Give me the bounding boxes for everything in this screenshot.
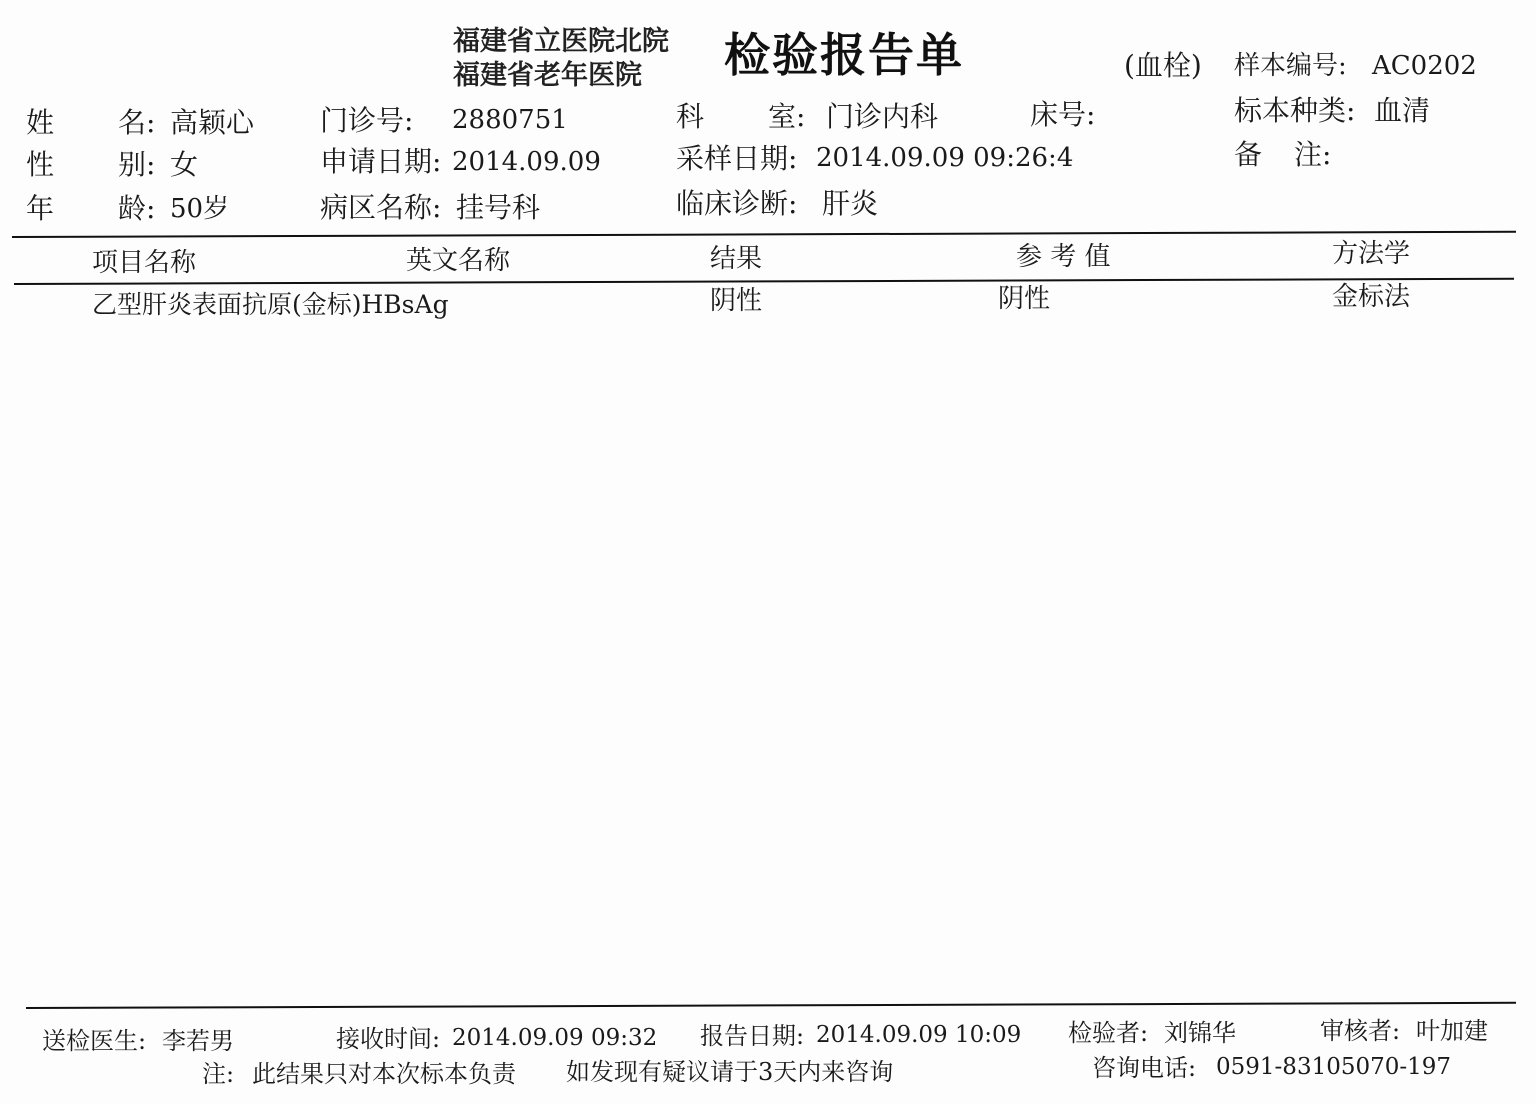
reviewer-label: 审核者: <box>1320 1017 1401 1045</box>
tester-label: 检验者: <box>1068 1019 1149 1047</box>
clinic-number-label: 门诊号: <box>320 104 414 137</box>
department-label-char1: 科 <box>676 100 705 133</box>
column-header-result: 结果 <box>710 244 763 274</box>
sex-label-char2: 别: <box>118 148 156 181</box>
sample-date-value: 2014.09.09 09:26:4 <box>816 143 1074 173</box>
clinic-number-value: 2880751 <box>452 105 568 135</box>
note-inquiry: 如发现有疑议请于3天内来咨询 <box>566 1058 894 1086</box>
note-label: 注: <box>202 1060 235 1088</box>
phone-label: 咨询电话: <box>1092 1054 1197 1082</box>
tester-value: 刘锦华 <box>1164 1019 1236 1047</box>
note-responsibility: 此结果只对本次标本负责 <box>252 1060 516 1088</box>
report-date-value: 2014.09.09 10:09 <box>816 1022 1022 1048</box>
age-label-char2: 龄: <box>118 192 156 225</box>
column-header-method: 方法学 <box>1332 239 1411 269</box>
hospital-name-line2: 福建省老年医院 <box>453 60 642 91</box>
report-title: 检验报告单 <box>724 28 964 82</box>
test-result: 阴性 <box>710 286 763 316</box>
doctor-label: 送检医生: <box>42 1027 147 1055</box>
report-category: (血栓) <box>1124 49 1202 82</box>
department-label-char2: 室: <box>768 100 806 133</box>
phone-value: 0591-83105070-197 <box>1216 1054 1452 1080</box>
received-time-label: 接收时间: <box>336 1025 441 1053</box>
hospital-name-line1: 福建省立医院北院 <box>453 26 669 57</box>
diagnosis-label: 临床诊断: <box>676 187 798 220</box>
report-date-label: 报告日期: <box>700 1022 805 1050</box>
patient-age: 50岁 <box>170 194 230 224</box>
table-header-rule <box>14 278 1514 285</box>
name-label-char2: 名: <box>118 106 156 139</box>
ward-value: 挂号科 <box>456 191 541 224</box>
age-label-char1: 年 <box>26 192 55 225</box>
bed-number-label: 床号: <box>1030 98 1096 131</box>
patient-sex: 女 <box>170 148 199 181</box>
patient-name: 高颖心 <box>170 106 255 139</box>
remark-label-char1: 备 <box>1234 138 1263 171</box>
received-time-value: 2014.09.09 09:32 <box>452 1025 658 1051</box>
test-item-name: 乙型肝炎表面抗原(金标)HBsAg <box>92 290 449 319</box>
diagnosis-value: 肝炎 <box>822 187 879 220</box>
remark-label-char2: 注: <box>1294 138 1332 171</box>
test-reference-value: 阴性 <box>998 284 1051 314</box>
sample-number-label: 样本编号: <box>1234 51 1347 81</box>
test-method: 金标法 <box>1332 282 1411 312</box>
column-header-english-name: 英文名称 <box>406 246 511 276</box>
sample-number-value: AC0202 <box>1372 51 1477 81</box>
request-date-label: 申请日期: <box>320 145 442 178</box>
reviewer-value: 叶加建 <box>1416 1017 1488 1045</box>
column-header-reference: 参 考 值 <box>1016 242 1111 272</box>
name-label-char1: 姓 <box>26 106 55 139</box>
sample-date-label: 采样日期: <box>676 142 798 175</box>
specimen-type-label: 标本种类: <box>1234 94 1356 127</box>
sex-label-char1: 性 <box>26 148 55 181</box>
ward-label: 病区名称: <box>320 191 442 224</box>
request-date-value: 2014.09.09 <box>452 147 601 177</box>
footer-rule <box>26 1002 1516 1009</box>
department-value: 门诊内科 <box>826 100 939 133</box>
specimen-type-value: 血清 <box>1374 94 1431 127</box>
column-header-item-name: 项目名称 <box>92 248 197 278</box>
table-top-rule <box>12 231 1516 238</box>
doctor-value: 李若男 <box>162 1027 234 1055</box>
